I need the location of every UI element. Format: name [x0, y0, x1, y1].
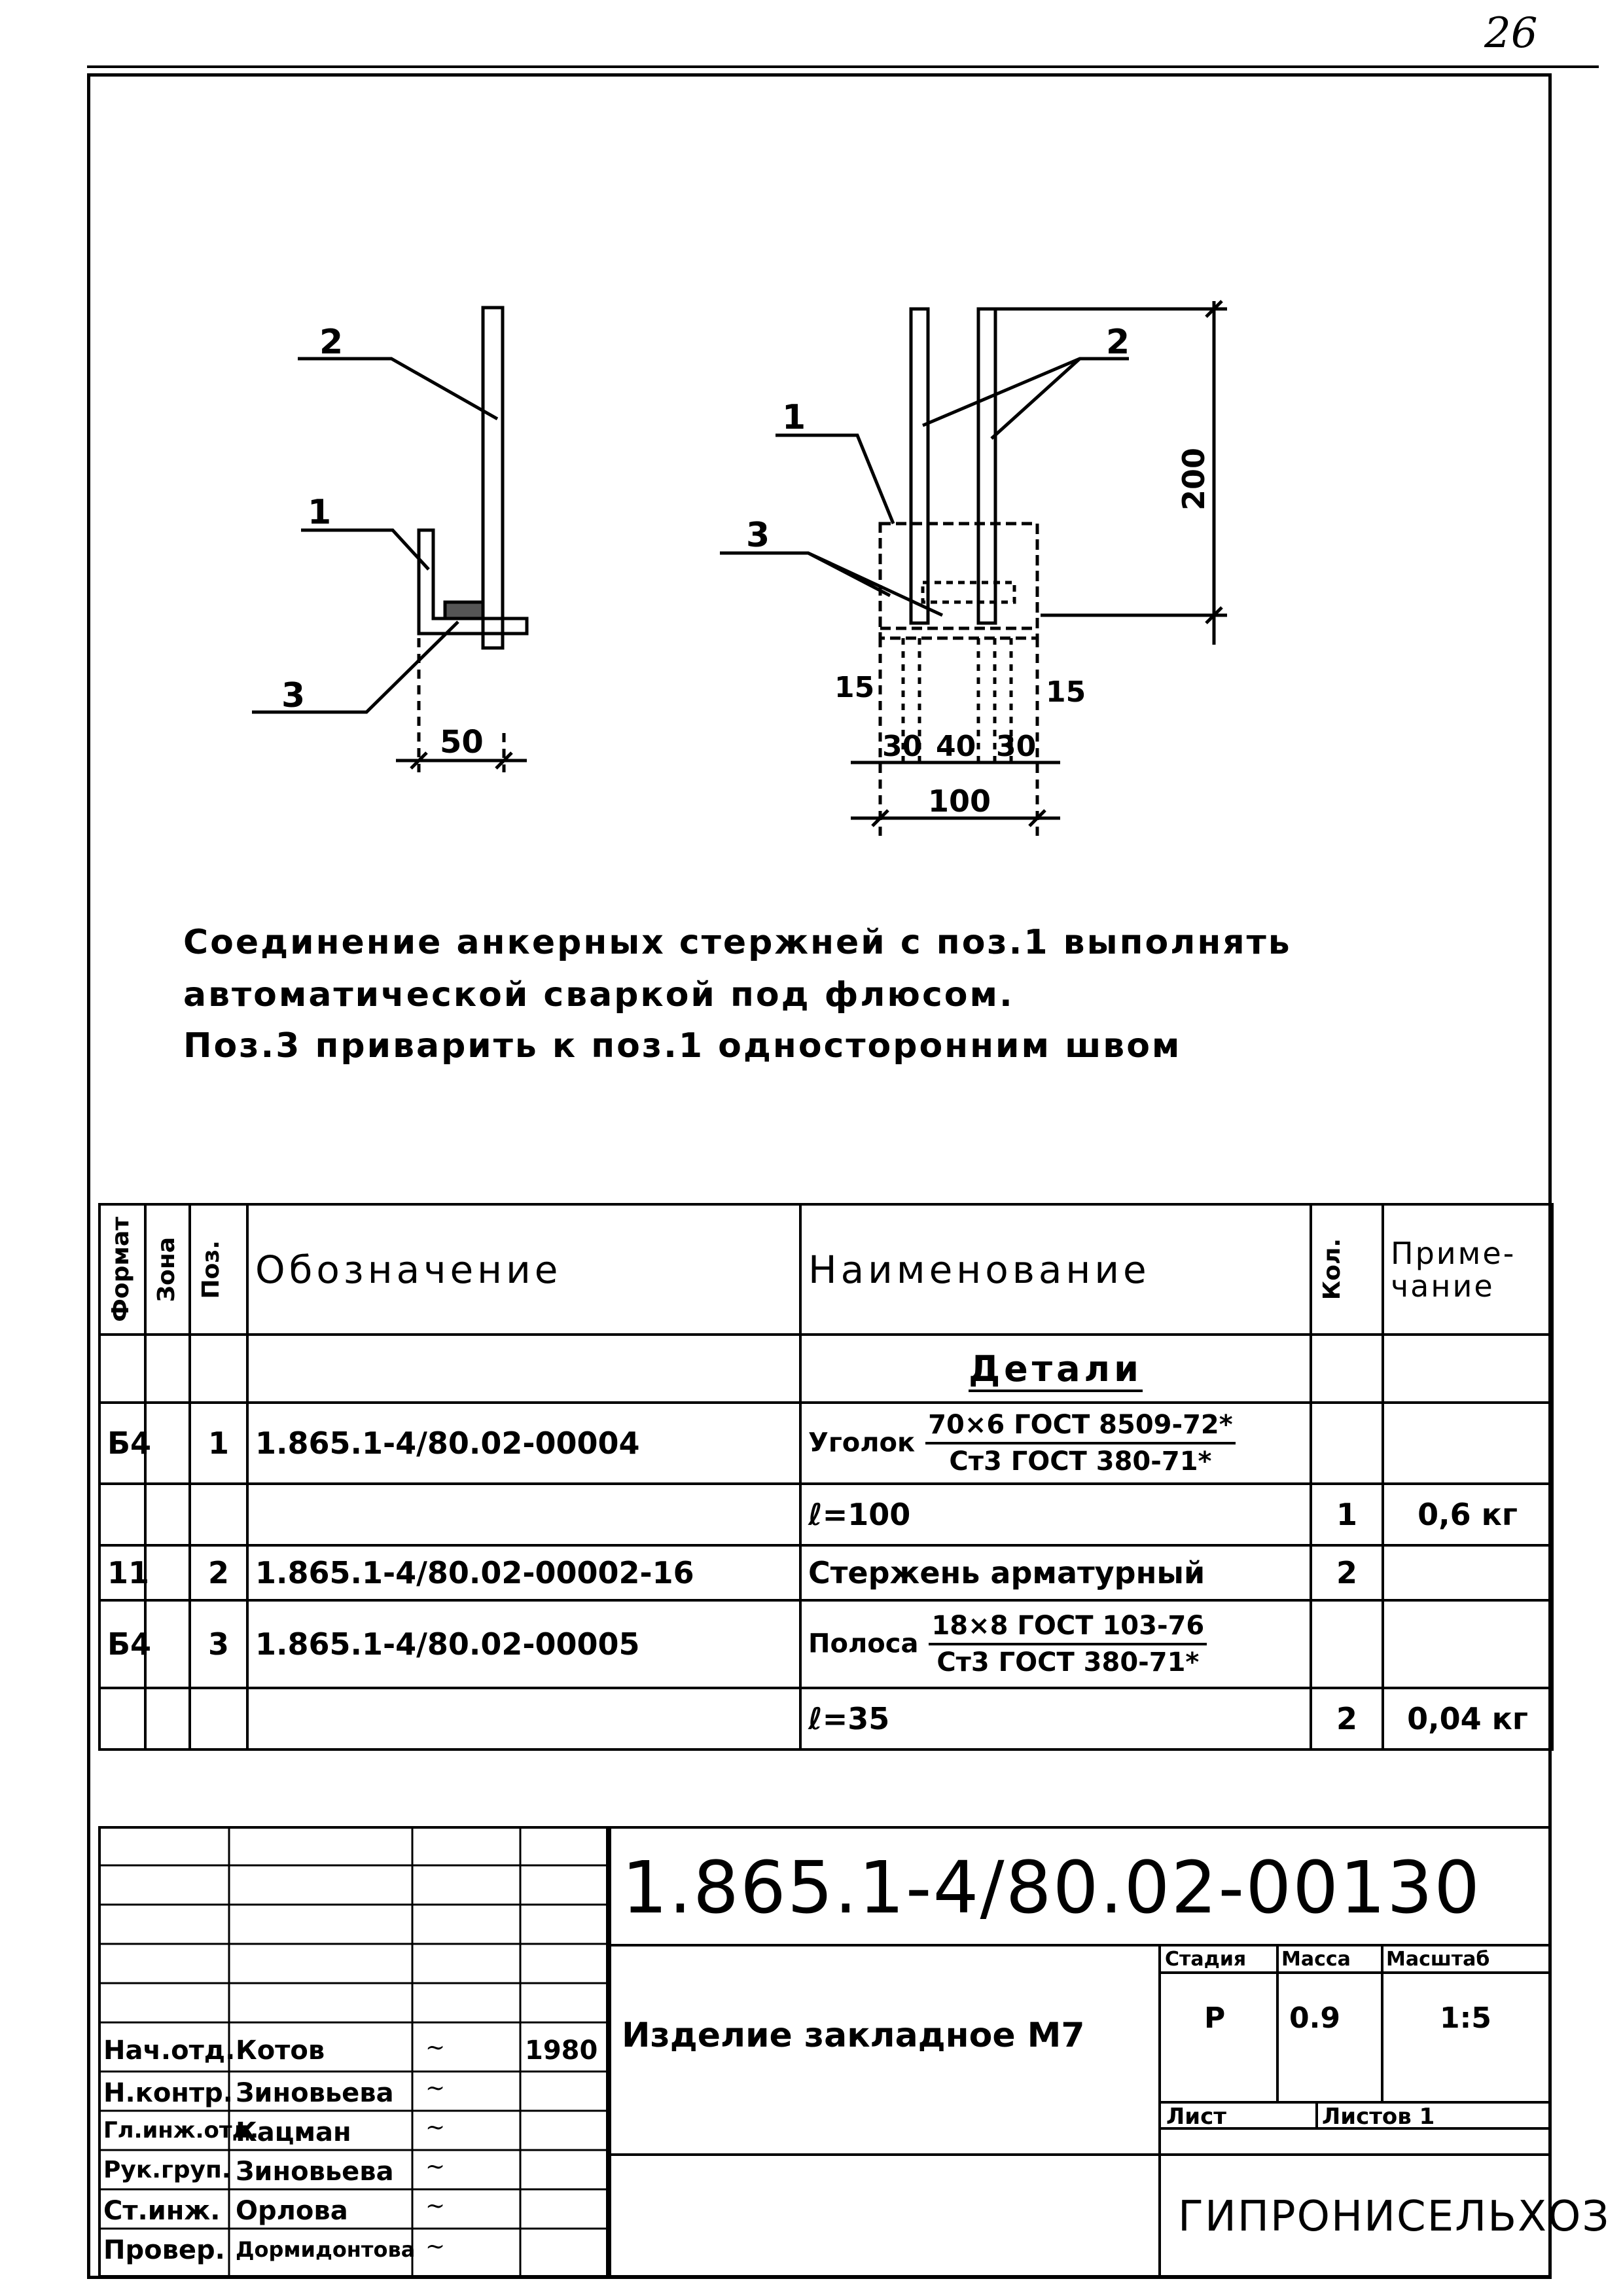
signature-3: ~	[425, 2114, 446, 2141]
page-number: 26	[1484, 9, 1538, 58]
signature-2: ~	[425, 2075, 446, 2102]
left-label-2: 2	[319, 323, 344, 362]
left-label-1: 1	[308, 493, 332, 532]
right-anchor-rod-1	[911, 309, 928, 623]
name-strip: Полоса $\frac{\text{18×8 ГОСТ 103-76}}{\text{Ст3 ГОСТ 380-71*}}$	[800, 1600, 1311, 1688]
header-qty: Кол.	[1311, 1204, 1383, 1335]
signature-5: ~	[425, 2193, 446, 2219]
left-anchor-rod	[483, 308, 503, 648]
right-dim-200: 200	[1176, 447, 1211, 511]
role-1: Нач.отд.	[103, 2036, 236, 2066]
organization: ГИПРОНИСЕЛЬХОЗ	[1178, 2193, 1611, 2241]
name-4: Зиновьева	[236, 2157, 394, 2187]
section-title: Детали	[800, 1335, 1311, 1403]
right-dim-30-right: 30	[996, 730, 1037, 763]
right-dim-15-right: 15	[1046, 675, 1086, 709]
right-dim-40: 40	[936, 730, 976, 763]
right-label-3: 3	[746, 516, 770, 555]
sheet-label: Лист	[1166, 2104, 1226, 2130]
note-line-2: автоматической сваркой под флюсом.	[183, 975, 1014, 1014]
left-dim-50: 50	[440, 724, 484, 761]
header-name: Наименование	[800, 1204, 1311, 1335]
title-block	[98, 1826, 1611, 2278]
role-3: Гл.инж.отд.	[103, 2117, 259, 2144]
role-6: Провер.	[103, 2235, 225, 2265]
note-line-3: Поз.3 приварить к поз.1 односторонним швом	[183, 1026, 1182, 1066]
left-label-3: 3	[281, 676, 306, 715]
table-header-row	[99, 1204, 1552, 1335]
name-2: Зиновьева	[236, 2078, 394, 2108]
right-anchor-rod-2	[978, 309, 995, 623]
stage-value: Р	[1204, 2001, 1226, 2035]
name-5: Орлова	[236, 2196, 348, 2226]
table-row: 11 2 1.865.1-4/80.02-00002-16 Стержень арматурный 2	[99, 1545, 1552, 1600]
role-2: Н.контр.	[103, 2078, 233, 2108]
note-line-1: Соединение анкерных стержней с поз.1 выполнять	[183, 923, 1292, 962]
right-strip	[923, 583, 1014, 602]
role-5: Ст.инж.	[103, 2196, 221, 2226]
right-dim-15-left: 15	[834, 671, 875, 704]
header-pos: Поз.	[190, 1204, 247, 1335]
right-label-2: 2	[1106, 323, 1130, 362]
header-format: Формат	[99, 1204, 145, 1335]
header-zone: Зона	[145, 1204, 190, 1335]
right-label-1: 1	[782, 398, 806, 437]
name-1: Котов	[236, 2036, 325, 2066]
scale-label: Масштаб	[1386, 1948, 1490, 1971]
item-name: Изделие закладное М7	[622, 2016, 1085, 2055]
name-6: Дормидонтова	[236, 2237, 416, 2262]
left-strip	[445, 602, 483, 619]
header-designation: Обозначение	[247, 1204, 800, 1335]
technical-drawing	[0, 0, 1623, 916]
right-dim-30-left: 30	[882, 730, 923, 763]
table-row: Б4 3 1.865.1-4/80.02-00005 Полоса $\frac{\text{18×8 ГОСТ 103-76}}{\text{Ст3 ГОСТ 380-71*}}$	[99, 1600, 1552, 1688]
right-dim-100: 100	[928, 783, 991, 819]
signature-6: ~	[425, 2233, 446, 2260]
name-angle: Уголок $\frac{\text{70×6 ГОСТ 8509-72*}}{\text{Ст3 ГОСТ 380-71*}}$	[800, 1403, 1311, 1484]
scale-value: 1:5	[1440, 2001, 1491, 2035]
mass-value: 0.9	[1289, 2001, 1340, 2035]
role-4: Рук.груп.	[103, 2157, 231, 2183]
sheets-label: Листов 1	[1322, 2104, 1435, 2130]
name-3: Кацман	[236, 2117, 351, 2147]
header-note: Приме-чание	[1383, 1204, 1552, 1335]
table-row: ℓ=35 2 0,04 кг	[99, 1688, 1552, 1749]
table-row: ℓ=100 1 0,6 кг	[99, 1484, 1552, 1545]
signature-1: ~	[425, 2034, 446, 2061]
signature-4: ~	[425, 2153, 446, 2180]
document-designation: 1.865.1-4/80.02-00130	[622, 1846, 1482, 1929]
table-row	[99, 1335, 1552, 1403]
year: 1980	[525, 2036, 598, 2066]
specification-table	[98, 1203, 1554, 1751]
stage-label: Стадия	[1165, 1948, 1247, 1971]
table-row: Б4 1 1.865.1-4/80.02-00004 Уголок $\frac{\text{70×6 ГОСТ 8509-72*}}{\text{Ст3 ГОСТ 380-71*}}$	[99, 1403, 1552, 1484]
mass-label: Масса	[1281, 1948, 1351, 1971]
